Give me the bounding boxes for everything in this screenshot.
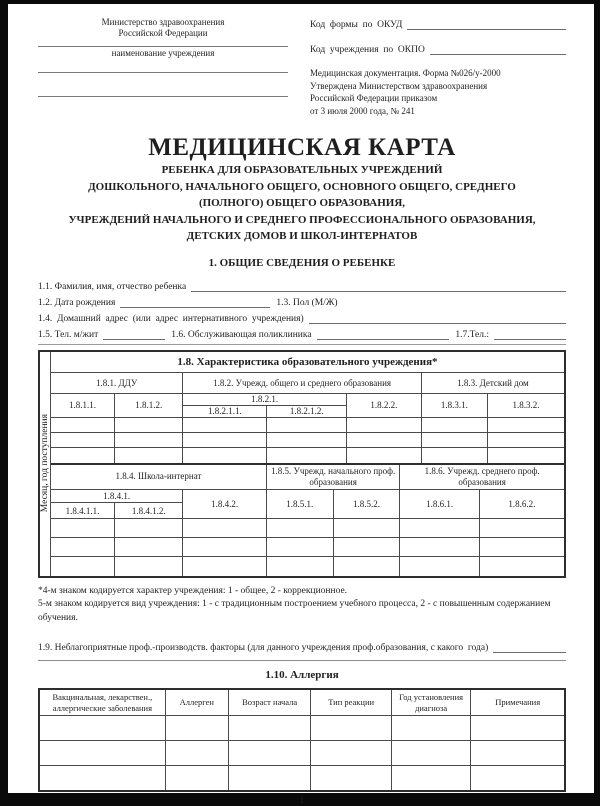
field-1-4 [38,308,566,324]
field-1-1 [38,276,566,292]
cell-1-8-4-1-2: 1.8.4.1.2. [115,503,183,519]
cell-1-8-1-2: 1.8.1.2. [115,394,183,418]
group-1-8-5: 1.8.5. Учрежд. начального проф. образования [266,464,399,490]
cell-1-8-1-1: 1.8.1.1. [51,394,115,418]
ministry-name-line1: Министерство здравоохранения [101,17,225,27]
field-1-1-blank-line [191,291,566,292]
field-1-2-blank-line [120,307,270,308]
allergy-table [38,688,566,792]
table-1-8-empty-row [51,418,564,433]
institution-caption: наименование учреждения [111,48,215,58]
table-1-8-empty-row [51,433,564,448]
footnote-line: 5-м знаком кодируется вид учреждения: 1 - с традиционным построением учебного процесса, 2 - с повышенным содержанием обучения. [38,599,551,623]
field-1-3-label: 1.3. Пол (М/Ж) [276,297,338,308]
blank-line [38,72,288,73]
group-1-8-3: 1.8.3. Детский дом [421,373,564,394]
cell-1-8-2-1: 1.8.2.1. [183,394,347,406]
field-1-9-blank-line [493,652,566,653]
footnote-line: *4-м знаком кодируется характер учреждения: 1 - общее, 2 - коррекционное. [38,585,348,596]
field-1-5-blank-line [103,339,165,340]
group-1-8-6: 1.8.6. Учрежд. среднего проф. образования [400,464,564,490]
document-page [8,4,594,806]
field-1-2-label: 1.2. Дата рождения [38,297,116,308]
field-1-6-blank-line [317,339,450,340]
table-1-8-side-column [40,352,51,576]
table-1-8-title: 1.8. Характеристика образовательного учреждения* [51,352,564,373]
form-header [38,17,566,117]
field-1-7-label: 1.7.Тел.: [455,329,489,340]
okpo-label: Код учреждения по ОКПО [310,45,425,55]
doc-info-line: от 3 июля 2000 года, № 241 [310,105,415,116]
allergy-col-onset-age: Возраст начала [228,689,311,716]
cell-1-8-6-1: 1.8.6.1. [400,490,480,519]
horizontal-divider [38,344,566,345]
allergy-empty-row [39,766,565,791]
group-1-8-1: 1.8.1. ДДУ [51,373,183,394]
doc-info-line: Медицинская документация. Форма №026/у-2000 [310,68,501,78]
form-subtitle-line: УЧРЕЖДЕНИЙ НАЧАЛЬНОГО И СРЕДНЕГО ПРОФЕССИОНАЛЬНОГО ОБРАЗОВАНИЯ, [68,213,536,226]
section-1-10-heading: 1.10. Аллергия [265,669,339,681]
cell-1-8-6-2: 1.8.6.2. [479,490,564,519]
cell-1-8-3-1: 1.8.3.1. [421,394,487,418]
group-1-8-4: 1.8.4. Школа-интернат [51,464,266,490]
ministry-name-line2: Российской Федерации [118,28,208,38]
field-1-9 [38,637,566,653]
cell-1-8-4-2: 1.8.4.2. [183,490,267,519]
field-1-5-label: 1.5. Тел. м/жит [38,329,99,340]
allergy-col-diagnosis-year: Год установления диагноза [391,689,470,716]
allergy-table-header-row [39,689,565,716]
table-1-8-grid [51,352,564,576]
form-title-block [38,134,566,245]
doc-approval-info [310,67,566,117]
group-1-8-2: 1.8.2. Учрежд. общего и среднего образования [183,373,422,394]
cell-1-8-2-1-1: 1.8.2.1.1. [183,406,267,418]
okud-code-row [310,17,566,30]
codes-block [310,17,566,117]
table-1-8-empty-row [51,519,564,538]
allergy-empty-row [39,741,565,766]
doc-info-line: Российской Федерации приказом [310,93,438,103]
form-subtitle-line: ДЕТСКИХ ДОМОВ И ШКОЛ-ИНТЕРНАТОВ [186,230,418,242]
allergy-empty-row [39,716,565,741]
page-number: 1 [299,795,305,806]
cell-1-8-4-1-1: 1.8.4.1.1. [51,503,115,519]
field-1-4-label: 1.4. Домашний адрес (или адрес интернативного учреждения) [38,313,304,324]
table-1-8-empty-row [51,538,564,557]
field-1-5-1-6-1-7 [38,324,566,340]
field-1-1-label: 1.1. Фамилия, имя, отчество ребенка [38,281,187,292]
okud-blank-line [407,29,566,30]
blank-line [38,96,288,97]
table-1-8-empty-row [51,557,564,576]
table-1-8-top [51,352,564,463]
general-info-fields [38,276,566,340]
allergy-col-allergen: Аллерген [165,689,228,716]
cell-1-8-3-2: 1.8.3.2. [488,394,564,418]
okud-label: Код формы по ОКУД [310,20,403,30]
table-1-8-institution-characteristics [38,350,566,578]
doc-info-line: Утверждена Министерством здравоохранения [310,80,488,91]
table-1-8-footnotes [38,585,566,626]
form-subtitle-line: РЕБЕНКА ДЛЯ ОБРАЗОВАТЕЛЬНЫХ УЧРЕЖДЕНИЙ [161,164,443,176]
table-1-8-side-label: Месяц, год поступления [40,414,50,513]
cell-1-8-4-1: 1.8.4.1. [51,490,183,503]
section-1-heading: 1. ОБЩИЕ СВЕДЕНИЯ О РЕБЕНКЕ [208,256,396,269]
allergy-col-notes: Примечания [471,689,565,716]
field-1-4-blank-line [309,323,566,324]
cell-1-8-2-1-2: 1.8.2.1.2. [267,406,347,418]
field-1-6-label: 1.6. Обслуживающая поликлиника [171,329,312,340]
table-1-8-empty-row [51,448,564,463]
okpo-code-row [310,42,566,55]
allergy-col-reaction-type: Тип реакции [311,689,391,716]
field-1-7-blank-line [494,339,566,340]
okpo-blank-line [430,54,566,55]
form-subtitle-line: (ПОЛНОГО) ОБЩЕГО ОБРАЗОВАНИЯ, [198,197,406,209]
cell-1-8-2-2: 1.8.2.2. [346,394,421,418]
cell-1-8-5-2: 1.8.5.2. [333,490,400,519]
cell-1-8-5-1: 1.8.5.1. [266,490,333,519]
table-1-8-bottom [51,463,564,576]
allergy-col-diseases: Вакцинальная, лекарствен., аллергические заболевания [39,689,165,716]
horizontal-divider [38,660,566,661]
form-subtitle-line: ДОШКОЛЬНОГО, НАЧАЛЬНОГО ОБЩЕГО, ОСНОВНОГО ОБЩЕГО, СРЕДНЕГО [88,180,516,193]
ministry-block [38,17,288,117]
institution-name-line [38,46,288,47]
field-1-9-label: 1.9. Неблагоприятные проф.-производств. факторы (для данного учреждения проф.образования, с какого года) [38,643,489,653]
form-title: МЕДИЦИНСКАЯ КАРТА [148,134,456,161]
field-1-2-1-3 [38,292,566,308]
